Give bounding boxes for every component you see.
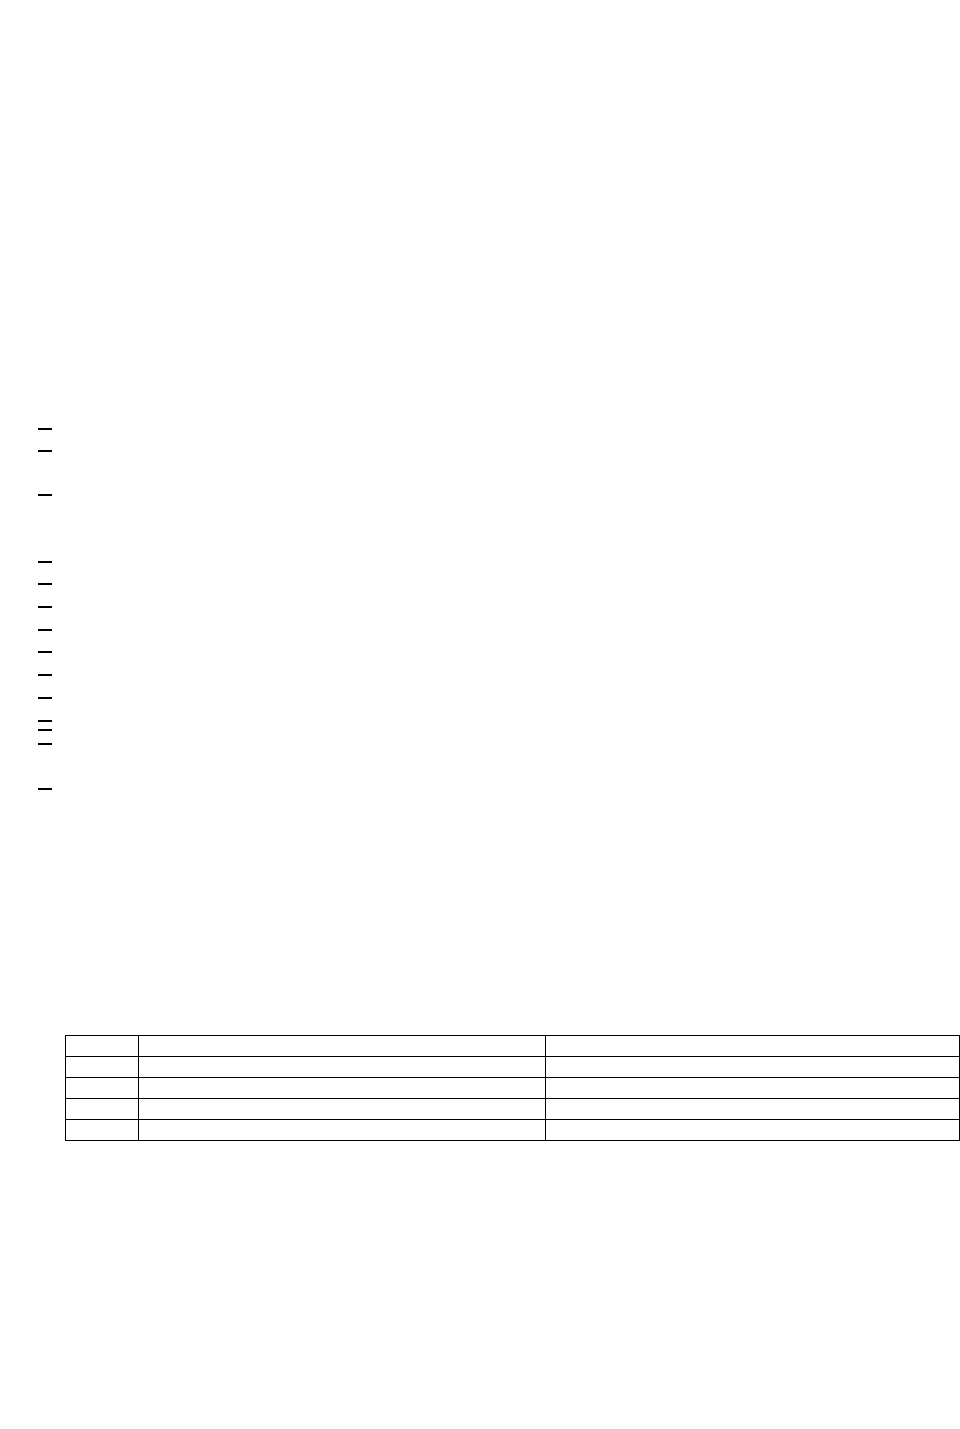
column-header-name (139, 1036, 546, 1057)
table-row (66, 1078, 960, 1099)
table-row (66, 1099, 960, 1120)
bullet-dash (38, 674, 52, 676)
bullet-dash (38, 428, 52, 430)
bullet-dash (38, 651, 52, 653)
bullet-dash (38, 697, 52, 699)
bullet-dash (38, 629, 52, 631)
bullet-dash (38, 450, 52, 452)
children-table (65, 1035, 960, 1141)
table-header-row (66, 1036, 960, 1057)
bullet-dash (38, 494, 52, 496)
bullet-dash (38, 606, 52, 608)
column-header-birth (545, 1036, 959, 1057)
bullet-dash (38, 583, 52, 585)
bullet-dash (38, 788, 52, 790)
bullet-dash (38, 743, 52, 745)
bullet-dash (38, 720, 52, 722)
bullet-dash (38, 561, 52, 563)
bullet-dash (38, 729, 52, 731)
table-row (66, 1120, 960, 1141)
table-row (66, 1057, 960, 1078)
